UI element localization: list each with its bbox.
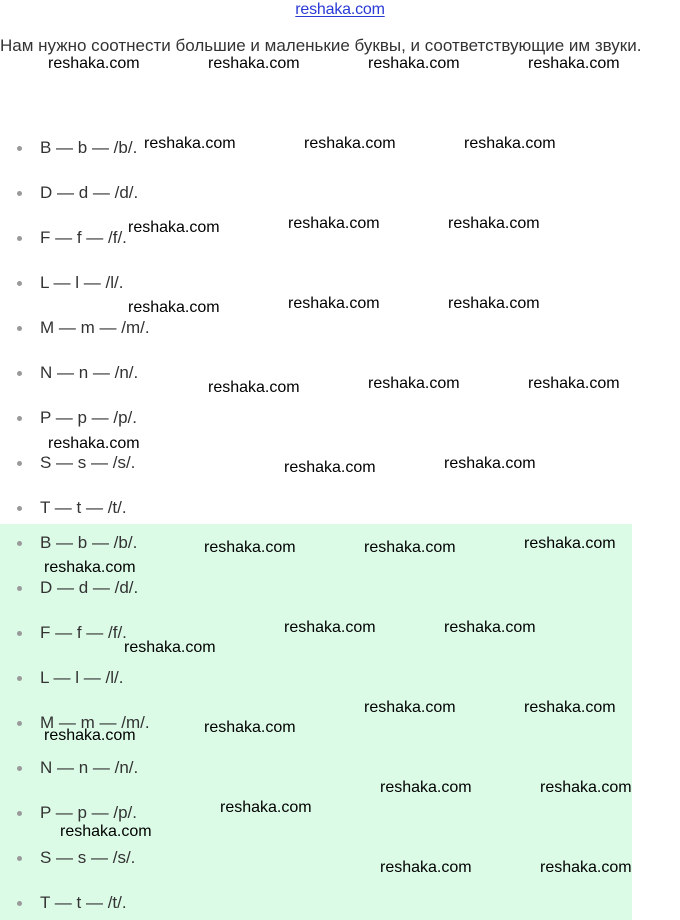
letter-sound-text: D — d — /d/. bbox=[40, 578, 139, 597]
watermark-text: reshaka.com bbox=[124, 639, 216, 656]
letter-sound-text: L — l — /l/. bbox=[40, 273, 124, 292]
bullet-icon bbox=[17, 191, 22, 196]
watermark-text: reshaka.com bbox=[304, 135, 396, 152]
letter-sound-text: B — b — /b/. bbox=[40, 138, 138, 157]
bullet-icon bbox=[17, 856, 22, 861]
watermark-text: reshaka.com bbox=[128, 299, 220, 316]
watermark-text: reshaka.com bbox=[524, 535, 616, 552]
bullet-icon bbox=[17, 586, 22, 591]
bullet-icon bbox=[17, 506, 22, 511]
bullet-icon bbox=[17, 766, 22, 771]
letter-sound-text: M — m — /m/. bbox=[40, 318, 150, 337]
bullet-icon bbox=[17, 326, 22, 331]
watermark-text: reshaka.com bbox=[528, 375, 620, 392]
letter-sound-text: P — p — /p/. bbox=[40, 408, 138, 427]
letter-sound-text: T — t — /t/. bbox=[40, 893, 127, 912]
watermark-text: reshaka.com bbox=[380, 779, 472, 796]
watermark-text: reshaka.com bbox=[48, 55, 140, 72]
watermark-text: reshaka.com bbox=[288, 215, 380, 232]
bullet-icon bbox=[17, 146, 22, 151]
letter-sound-text: M — m — /m/. bbox=[40, 713, 150, 732]
watermark-text: reshaka.com bbox=[204, 539, 296, 556]
watermark-text: reshaka.com bbox=[464, 135, 556, 152]
bullet-icon bbox=[17, 236, 22, 241]
bullet-icon bbox=[17, 461, 22, 466]
watermark-text: reshaka.com bbox=[284, 459, 376, 476]
bullet-icon bbox=[17, 541, 22, 546]
letter-sound-text: D — d — /d/. bbox=[40, 183, 139, 202]
bullet-icon bbox=[17, 721, 22, 726]
watermark-text: reshaka.com bbox=[528, 55, 620, 72]
bullet-icon bbox=[17, 281, 22, 286]
bullet-icon bbox=[17, 811, 22, 816]
watermark-text: reshaka.com bbox=[444, 455, 536, 472]
watermark-text: reshaka.com bbox=[44, 727, 136, 744]
watermark-text: reshaka.com bbox=[540, 859, 632, 876]
letter-sound-text: N — n — /n/. bbox=[40, 758, 139, 777]
watermark-text: reshaka.com bbox=[60, 823, 152, 840]
bullet-icon bbox=[17, 371, 22, 376]
watermark-text: reshaka.com bbox=[44, 559, 136, 576]
watermark-text: reshaka.com bbox=[540, 779, 632, 796]
letter-sound-text: N — n — /n/. bbox=[40, 363, 139, 382]
letter-sound-text: P — p — /p/. bbox=[40, 803, 138, 822]
watermark-text: reshaka.com bbox=[368, 55, 460, 72]
watermark-text: reshaka.com bbox=[220, 799, 312, 816]
watermark-text: reshaka.com bbox=[284, 619, 376, 636]
watermark-text: reshaka.com bbox=[364, 699, 456, 716]
letter-sound-text: L — l — /l/. bbox=[40, 668, 124, 687]
watermark-text: reshaka.com bbox=[128, 219, 220, 236]
watermark-text: reshaka.com bbox=[208, 379, 300, 396]
letter-sound-text: S — s — /s/. bbox=[40, 848, 136, 867]
watermark-text: reshaka.com bbox=[48, 435, 140, 452]
watermark-text: reshaka.com bbox=[208, 55, 300, 72]
letter-sound-text: F — f — /f/. bbox=[40, 623, 127, 642]
letter-sound-text: T — t — /t/. bbox=[40, 498, 127, 517]
letter-sound-text: S — s — /s/. bbox=[40, 453, 136, 472]
bullet-icon bbox=[17, 676, 22, 681]
site-link[interactable]: reshaka.com bbox=[295, 1, 385, 18]
letter-sound-text: B — b — /b/. bbox=[40, 533, 138, 552]
bullet-icon bbox=[17, 901, 22, 906]
watermark-text: reshaka.com bbox=[444, 619, 536, 636]
watermark-text: reshaka.com bbox=[144, 135, 236, 152]
watermark-text: reshaka.com bbox=[448, 215, 540, 232]
bullet-icon bbox=[17, 631, 22, 636]
bullet-icon bbox=[17, 416, 22, 421]
intro-paragraph: Нам нужно соотнести большие и маленькие буквы, и соответствующие им звуки. bbox=[0, 36, 642, 55]
watermark-text: reshaka.com bbox=[204, 719, 296, 736]
watermark-text: reshaka.com bbox=[448, 295, 540, 312]
watermark-text: reshaka.com bbox=[524, 699, 616, 716]
watermark-text: reshaka.com bbox=[364, 539, 456, 556]
letter-sound-text: F — f — /f/. bbox=[40, 228, 127, 247]
watermark-text: reshaka.com bbox=[380, 859, 472, 876]
watermark-text: reshaka.com bbox=[368, 375, 460, 392]
watermark-text: reshaka.com bbox=[288, 295, 380, 312]
